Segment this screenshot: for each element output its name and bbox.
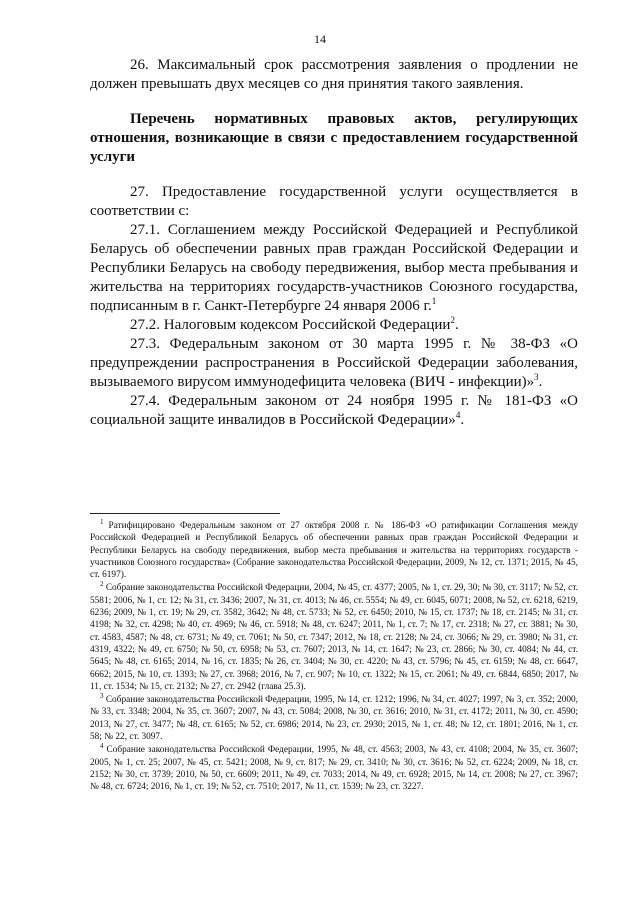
list-item-27-2: [90, 316, 578, 335]
list-item-text: 27.1. Соглашением между Российской Федерацией и Республикой Беларусь об обеспечении равных прав граждан Российской Федерации и Республики Беларусь на свободу передвижения, выбор места пребывания и жительства на территориях государств-участников Союзного государства, подписанным в г. Санкт-Петербурге 24 января 2006 г.: [90, 222, 578, 314]
list-item-27-3: [90, 335, 578, 392]
footnote-text: Собрание законодательства Российской Федерации, 1995, № 14, ст. 1212; 1996, № 34, ст. 4027; 1997, № 3, ст. 352; 2000, № 33, ст. 3348; 2004, № 35, ст. 3607; 2007, № 43, ст. 5084; 2008, № 30, ст. 3616; 2010, № 31, ст. 4172; 2011, № 30, ст. 4590; 2013, № 27, ст. 3477; № 48, ст. 6165; № 52, ст. 6986; 2014, № 23, ст. 2930; 2015, № 1, ст. 48; № 12, ст. 1801; 2016, № 1, ст. 58; № 22, ст. 3097.: [90, 695, 579, 743]
footnote-mark: 1: [100, 517, 104, 526]
footnote-2: [90, 582, 578, 693]
footnote-reference: 4: [455, 410, 461, 420]
footnote-text: Собрание законодательства Российской Федерации, 1995, № 48, ст. 4563; 2003, № 43, ст. 4108; 2004, № 35, ст. 3607; 2005, № 1, ст. 25; 2007, № 45, ст. 5421; 2008, № 9, ст. 817; № 29, ст. 3410; № 30, ст. 3616; № 52, ст. 6224; 2009, № 18, ст. 2152; № 30, ст. 3739; 2010, № 50, ст. 6609; 2011, № 49, ст. 7033; 2014, № 49, ст. 6928; 2015, № 14, ст. 2008; № 27, ст. 3967; № 48, ст. 6724; 2016, № 1, ст. 19; № 52, ст. 7510; 2017, № 11, ст. 1539; № 23, ст. 3227.: [90, 745, 579, 793]
footnotes: [90, 513, 578, 795]
footnote-mark: 3: [100, 692, 104, 701]
list-item-text: 27.3. Федеральным законом от 30 марта 1995 г. № 38-ФЗ «О предупреждении распространения в Российской Федерации заболевания, вызываемого вирусом иммунодефицита человека (ВИЧ - инфекции)»: [90, 336, 578, 390]
list-item-27-1: [90, 221, 578, 316]
main-text: [90, 56, 578, 430]
paragraph-27: 27. Предоставление государственной услуги осуществляется в соответствии с:: [90, 184, 578, 219]
footnote-reference: 1: [431, 296, 437, 306]
footnote-3: [90, 694, 578, 743]
footnote-mark: 2: [100, 580, 104, 589]
paragraph-26: 26. Максимальный срок рассмотрения заявления о продлении не должен превышать двух месяцев со дня принятия такого заявления.: [90, 57, 578, 92]
list-item-text: 27.4. Федеральным законом от 24 ноября 1995 г. № 181-ФЗ «О социальной защите инвалидов в Российской Федерации»: [90, 393, 578, 428]
section-heading: Перечень нормативных правовых актов, регулирующих отношения, возникающие в связи с предоставлением государственной услуги: [90, 111, 578, 165]
footnote-text: Ратифицировано Федеральным законом от 27 октября 2008 г. № 186-ФЗ «О ратификации Соглашения между Российской Федерацией и Республикой Беларусь об обеспечении равных прав граждан Российской Федерации и Республики Беларусь на свободу передвижения, выбор места пребывания и жительства на территориях государств - участников Союзного государства» (Собрание законодательства Российской Федерации, 2009, № 12, ст. 1371; 2015, № 45, ст. 6197).: [90, 521, 578, 581]
list-item-end: .: [454, 317, 459, 333]
footnote-reference: 3: [534, 372, 539, 382]
list-item-end: .: [460, 412, 465, 428]
footnote-text: Собрание законодательства Российской Федерации, 2004, № 45, ст. 4377; 2005, № 1, ст. 29, 30; № 30, ст. 3117; № 52, ст. 5581; 2006, № 1, ст. 12; № 31, ст. 3436; 2007, № 31, ст. 4013; № 46, ст. 5554; № 49, ст. 6045, 6071; 2008, № 52, ст. 6218, 6219, 6236; 2009, № 1, ст. 19; № 29, ст. 3582, 3642; № 48, ст. 5733; № 52, ст. 6450; 2010, № 15, ст. 1737; № 18, ст. 2145; № 31, ст. 4198; № 32, ст. 4298; № 40, ст. 4969; № 46, ст. 5918; № 48, ст. 6247; 2011, № 1, ст. 7; № 17, ст. 2318; № 27, ст. 3881; № 30, ст. 4583, 4587; № 48, ст. 6731; № 49, ст. 7061; № 50, ст. 7347; 2012, № 18, ст. 2128; № 24, ст. 3066; № 29, ст. 3980; № 31, ст. 4319, 4322; № 49, ст. 6750; № 50, ст. 6958; № 53, ст. 7607; 2013, № 14, ст. 1647; № 23, ст. 2866; № 30, ст. 4084; № 44, ст. 5645; № 48, ст. 6165; 2014, № 16, ст. 1835; № 26, ст. 3404; № 30, ст. 4220; № 43, ст. 5796; № 45, ст. 6159; № 48, ст. 6647, 6662; 2015, № 10, ст. 1393; № 27, ст. 3968; 2016, № 7, ст. 907; № 10, ст. 1322; № 15, ст. 2061; № 49, ст. 6844, 6850; 2017, № 11, ст. 1534; № 15, ст. 2132; № 27, ст. 2942 (глава 25.3).: [90, 583, 578, 692]
footnote-1: [90, 517, 578, 581]
list-item-27-4: [90, 392, 578, 430]
footnote-reference: 2: [450, 315, 455, 325]
page-number: 14: [314, 32, 326, 46]
footnote-4: [90, 744, 578, 793]
footnote-divider: [90, 513, 280, 514]
footnote-mark: 4: [100, 742, 104, 751]
list-item-end: .: [538, 374, 543, 390]
list-item-text: 27.2. Налоговым кодексом Российской Федерации: [130, 317, 451, 333]
